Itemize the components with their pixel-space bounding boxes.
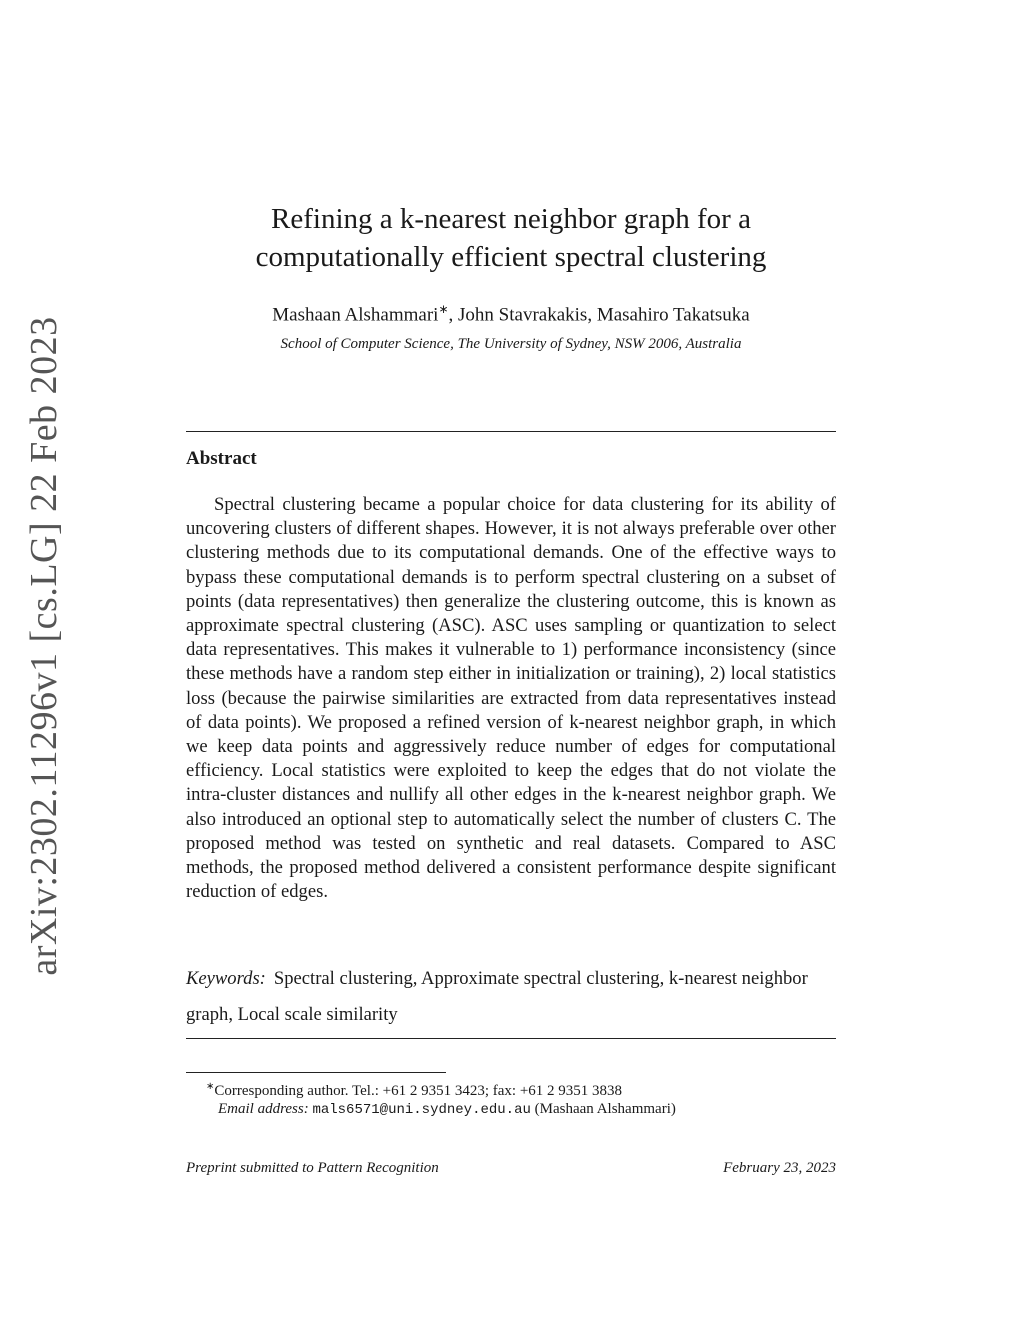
preprint-note: Preprint submitted to Pattern Recognition — [186, 1160, 439, 1176]
affiliation: School of Computer Science, The University of Sydney, NSW 2006, Australia — [280, 336, 742, 352]
email-owner: (Mashaan Alshammari) — [534, 1101, 676, 1117]
corresponding-mark: ∗ — [438, 302, 449, 316]
author-rest: , John Stavrakakis, Masahiro Takatsuka — [448, 304, 750, 326]
author-first: Mashaan Alshammari — [272, 304, 439, 326]
abstract-heading: Abstract — [186, 448, 257, 469]
abstract-body: Spectral clustering became a popular choice for data clustering for its ability of uncovering clusters of different shapes. However, it is not always preferable over other clustering methods due to its computational demands. One of the effective ways to bypass these computational demands is to perform spectral clustering on a subset of points (data representatives) then generalize the clustering outcome, this is known as approximate spectral clustering (ASC). ASC uses sampling or quantization to select data representatives. This makes it vulnerable to 1) performance inconsistency (since these methods have a random step either in initialization or training), 2) local statistics loss (because the pairwise similarities are extracted from data representatives instead of data points). We proposed a refined version of k-nearest neighbor graph, in which we keep data points and aggressively reduce number of edges for computational efficiency. Local statistics were exploited to keep the edges that do not violate the intra-cluster distances and nullify all other edges in the k-nearest neighbor graph. We also introduced an optional step to automatically select the number of clusters C. The proposed method was tested on synthetic and real datasets. Compared to ASC methods, the proposed method delivered a consistent performance despite significant reduction of edges. — [186, 494, 836, 903]
abstract-top-rule — [186, 431, 836, 432]
abstract-bottom-rule — [186, 1038, 836, 1039]
email-label: Email address: — [218, 1101, 309, 1117]
keywords-label: Keywords: — [186, 968, 266, 989]
email-address[interactable]: mals6571@uni.sydney.edu.au — [312, 1102, 531, 1118]
footnote-email — [218, 1098, 858, 1121]
keywords — [186, 961, 836, 1033]
footnote-mark: ∗ — [206, 1081, 215, 1092]
paper-title — [186, 200, 836, 276]
title-line-2: computationally efficient spectral clustering — [255, 241, 767, 273]
footnote-corresponding-text: Corresponding author. Tel.: +61 2 9351 3423; fax: +61 2 9351 3838 — [214, 1083, 623, 1099]
title-line-1: Refining a k-nearest neighbor graph for a — [271, 203, 751, 235]
submission-date: February 23, 2023 — [723, 1160, 836, 1176]
footnote-rule — [186, 1072, 446, 1073]
author-list — [186, 302, 836, 326]
keywords-text: Spectral clustering, Approximate spectral clustering, k-nearest neighbor graph, Local scale similarity — [186, 968, 808, 1025]
arxiv-identifier: arXiv:2302.11296v1 [cs.LG] 22 Feb 2023 — [23, 316, 65, 976]
